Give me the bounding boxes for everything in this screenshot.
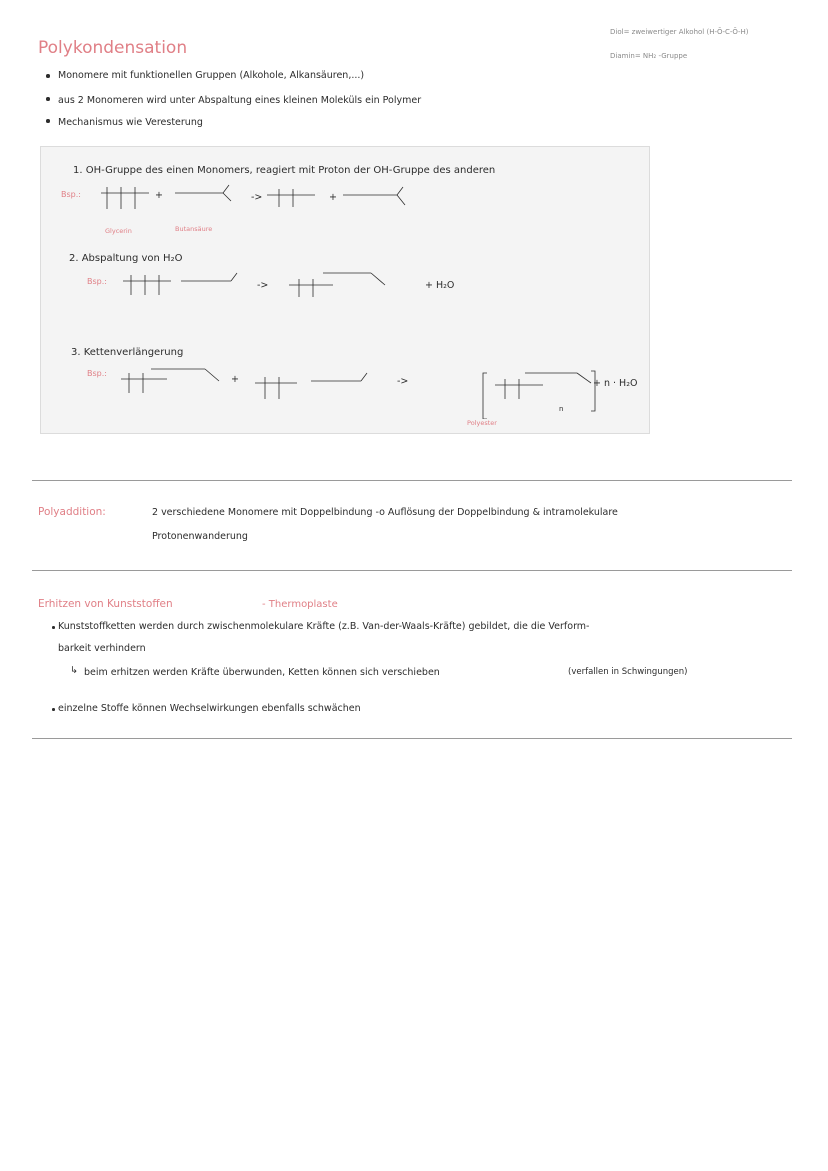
step-2-product: + H₂O — [425, 280, 455, 291]
step-1-plus-product: + — [329, 192, 337, 203]
step-3-bsp: Bsp.: — [87, 369, 107, 378]
step-3-index-n: n — [559, 405, 564, 413]
thermoplaste-bullet-1-line-1: Kunststoffketten werden durch zwischenmolekulare Kräfte (z.B. Van-der-Waals-Kräfte) gebildet, die die Verform- — [58, 621, 590, 632]
bullet-dot-icon — [52, 708, 55, 711]
polyaddition-line-1: 2 verschiedene Monomere mit Doppelbindung -o Auflösung der Doppelbindung & intramolekulare — [152, 507, 618, 518]
bullet-dot-icon — [52, 626, 55, 629]
section-divider — [32, 480, 792, 481]
bullet-dot-icon — [46, 97, 50, 101]
step-2-arrow: -> — [257, 280, 269, 291]
step-3-structure-drawing — [115, 359, 645, 419]
thermoplaste-subtitle: - Thermoplaste — [262, 599, 338, 610]
step-3-heading: 3. Kettenverlängerung — [71, 347, 184, 358]
step-2-bsp: Bsp.: — [87, 277, 107, 286]
polyaddition-line-2: Protonenwanderung — [152, 531, 248, 542]
diol-note: Diol= zweiwertiger Alkohol (H-Ō-C-Ō-H) — [610, 28, 749, 36]
bullet-dot-icon — [46, 119, 50, 123]
step-2-heading: 2. Abspaltung von H₂O — [69, 253, 183, 264]
section-divider — [32, 738, 792, 739]
label-butansaeure: Butansäure — [175, 225, 213, 233]
thermoplaste-bullet-2: einzelne Stoffe können Wechselwirkungen ebenfalls schwächen — [58, 703, 361, 714]
step-1-heading: 1. OH-Gruppe des einen Monomers, reagiert mit Proton der OH-Gruppe des anderen — [73, 165, 496, 176]
reaction-panel — [40, 146, 650, 434]
section-divider — [32, 570, 792, 571]
bullet-item: Monomere mit funktionellen Gruppen (Alkohole, Alkansäuren,...) — [58, 70, 365, 81]
arrow-right-icon: ↳ — [70, 665, 78, 676]
bullet-item: aus 2 Monomeren wird unter Abspaltung eines kleinen Moleküls ein Polymer — [58, 95, 422, 106]
step-3-product: + n · H₂O — [593, 378, 638, 389]
step-3-plus: + — [231, 374, 239, 385]
polykondensation-title: Polykondensation — [38, 38, 188, 58]
thermoplaste-sub-bullet: beim erhitzen werden Kräfte überwunden, Ketten können sich verschieben — [84, 667, 440, 678]
polyaddition-title: Polyaddition: — [38, 506, 106, 518]
label-polyester: Polyester — [467, 419, 497, 427]
thermoplaste-title: Erhitzen von Kunststoffen — [38, 598, 173, 610]
bullet-item: Mechanismus wie Veresterung — [58, 117, 203, 128]
step-3-arrow: -> — [397, 376, 409, 387]
step-2-structure-drawing — [117, 265, 447, 309]
diamin-note: Diamin= NH₂ -Gruppe — [610, 52, 688, 60]
step-1-arrow: -> — [251, 192, 263, 203]
step-1-bsp: Bsp.: — [61, 190, 81, 199]
thermoplaste-sub-bullet-note: (verfallen in Schwingungen) — [568, 667, 688, 677]
label-glycerin: Glycerin — [105, 227, 132, 235]
thermoplaste-bullet-1-line-2: barkeit verhindern — [58, 643, 146, 654]
step-1-plus: + — [155, 190, 163, 201]
bullet-dot-icon — [46, 74, 50, 78]
